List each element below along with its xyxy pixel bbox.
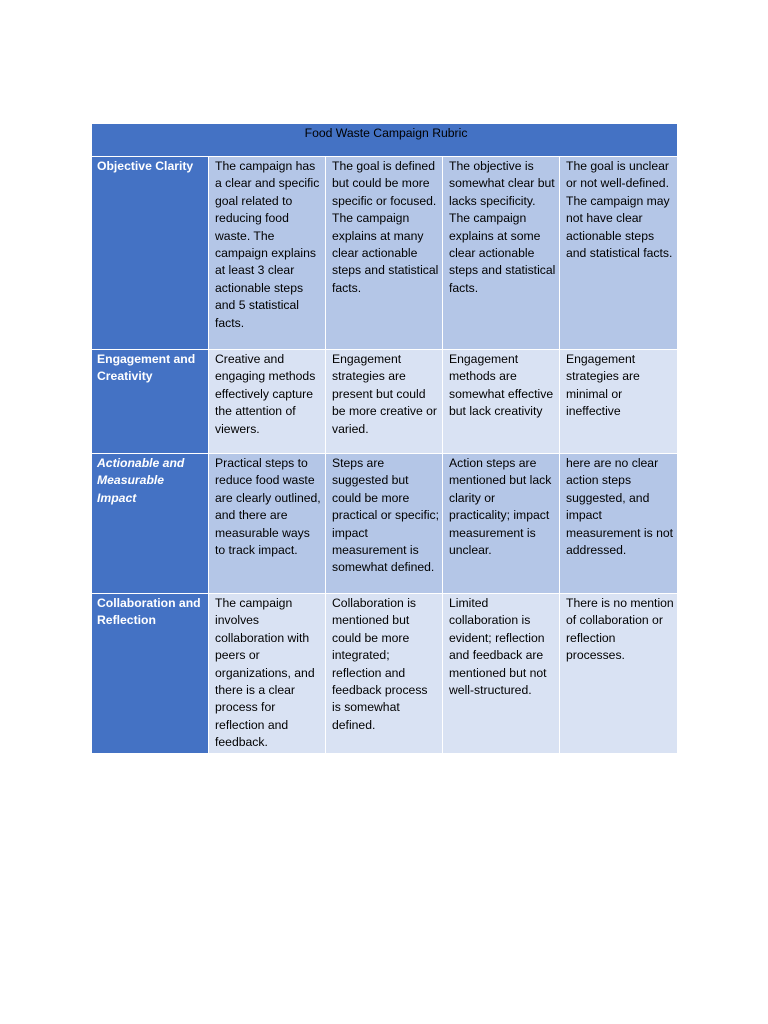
rubric-cell: The goal is unclear or not well-defined. The campaign may not have clear actionable steps and statistical facts. <box>560 157 678 350</box>
criterion-collaboration-reflection: Collaboration and Reflection <box>92 594 209 754</box>
rubric-cell: Engagement strategies are present but could be more creative or varied. <box>326 350 443 454</box>
table-row <box>92 594 678 754</box>
rubric-cell: Creative and engaging methods effectively capture the attention of viewers. <box>209 350 326 454</box>
rubric-cell: There is no mention of collaboration or reflection processes. <box>560 594 678 754</box>
rubric-title: Food Waste Campaign Rubric <box>92 124 678 157</box>
rubric-cell: The objective is somewhat clear but lacks specificity. The campaign explains at some clear actionable steps and statistical facts. <box>443 157 560 350</box>
rubric-cell: Action steps are mentioned but lack clarity or practicality; impact measurement is unclear. <box>443 454 560 594</box>
rubric-cell: Collaboration is mentioned but could be more integrated; reflection and feedback process is somewhat defined. <box>326 594 443 754</box>
table-row <box>92 350 678 454</box>
rubric-cell: Practical steps to reduce food waste are clearly outlined, and there are measurable ways to track impact. <box>209 454 326 594</box>
criterion-objective-clarity: Objective Clarity <box>92 157 209 350</box>
rubric-cell: Steps are suggested but could be more practical or specific; impact measurement is somewhat defined. <box>326 454 443 594</box>
rubric-cell: here are no clear action steps suggested, and impact measurement is not addressed. <box>560 454 678 594</box>
rubric-table <box>91 123 678 754</box>
rubric-cell: The goal is defined but could be more specific or focused. The campaign explains at many clear actionable steps and statistical facts. <box>326 157 443 350</box>
table-row <box>92 157 678 350</box>
criterion-engagement-creativity: Engagement and Creativity <box>92 350 209 454</box>
criterion-actionable-impact: Actionable and Measurable Impact <box>92 454 209 594</box>
rubric-cell: The campaign involves collaboration with peers or organizations, and there is a clear process for reflection and feedback. <box>209 594 326 754</box>
table-row <box>92 454 678 594</box>
title-row <box>92 124 678 157</box>
rubric-cell: Limited collaboration is evident; reflection and feedback are mentioned but not well-structured. <box>443 594 560 754</box>
rubric-cell: The campaign has a clear and specific goal related to reducing food waste. The campaign explains at least 3 clear actionable steps and 5 statistical facts. <box>209 157 326 350</box>
rubric-cell: Engagement methods are somewhat effective but lack creativity <box>443 350 560 454</box>
rubric-cell: Engagement strategies are minimal or ineffective <box>560 350 678 454</box>
